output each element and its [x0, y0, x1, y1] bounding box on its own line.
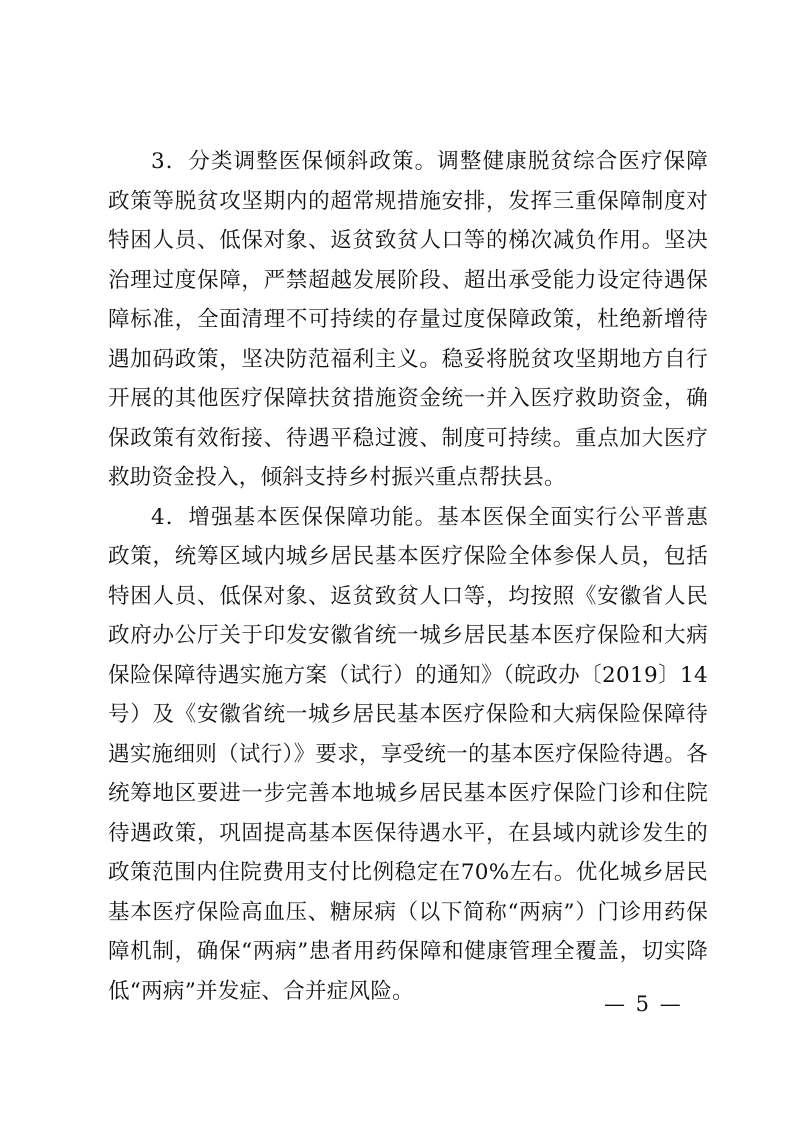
page-number: — 5 —: [604, 992, 683, 1016]
paragraph-item-3-medical-insurance-policy: 3．分类调整医保倾斜政策。调整健康脱贫综合医疗保障政策等脱贫攻坚期内的超常规措施安排，发挥三重保障制度对特困人员、低保对象、返贫致贫人口等的梯次减负作用。坚决治理过度保障，严禁超越发展阶段、超出承受能力设定待遇保障标准，全面清理不可持续的存量过度保障政策，杜绝新增待遇加码政策，坚决防范福利主义。稳妥将脱贫攻坚期地方自行开展的其他医疗保障扶贫措施资金统一并入医疗救助资金，确保政策有效衔接、待遇平稳过渡、制度可持续。重点加大医疗救助资金投入，倾斜支持乡村振兴重点帮扶县。: [108, 149, 708, 490]
document-body: [108, 142, 708, 1011]
paragraph-item-4-basic-insurance-function: 4．增强基本医保保障功能。基本医保全面实行公平普惠政策，统筹区域内城乡居民基本医疗保险全体参保人员，包括特困人员、低保对象、返贫致贫人口等，均按照《安徽省人民政府办公厅关于印发安徽省统一城乡居民基本医疗保险和大病保险保障待遇实施方案（试行）的通知》（皖政办〔2019〕14号）及《安徽省统一城乡居民基本医疗保险和大病保险保障待遇实施细则（试行）》要求，享受统一的基本医疗保险待遇。各统筹地区要进一步完善本地城乡居民基本医疗保险门诊和住院待遇政策，巩固提高基本医保待遇水平，在县域内就诊发生的政策范围内住院费用支付比例稳定在70%左右。优化城乡居民基本医疗保险高血压、糖尿病（以下简称“两病”）门诊用药保障机制，确保“两病”患者用药保障和健康管理全覆盖，切实降低“两病”并发症、合并症风险。: [108, 504, 708, 1004]
